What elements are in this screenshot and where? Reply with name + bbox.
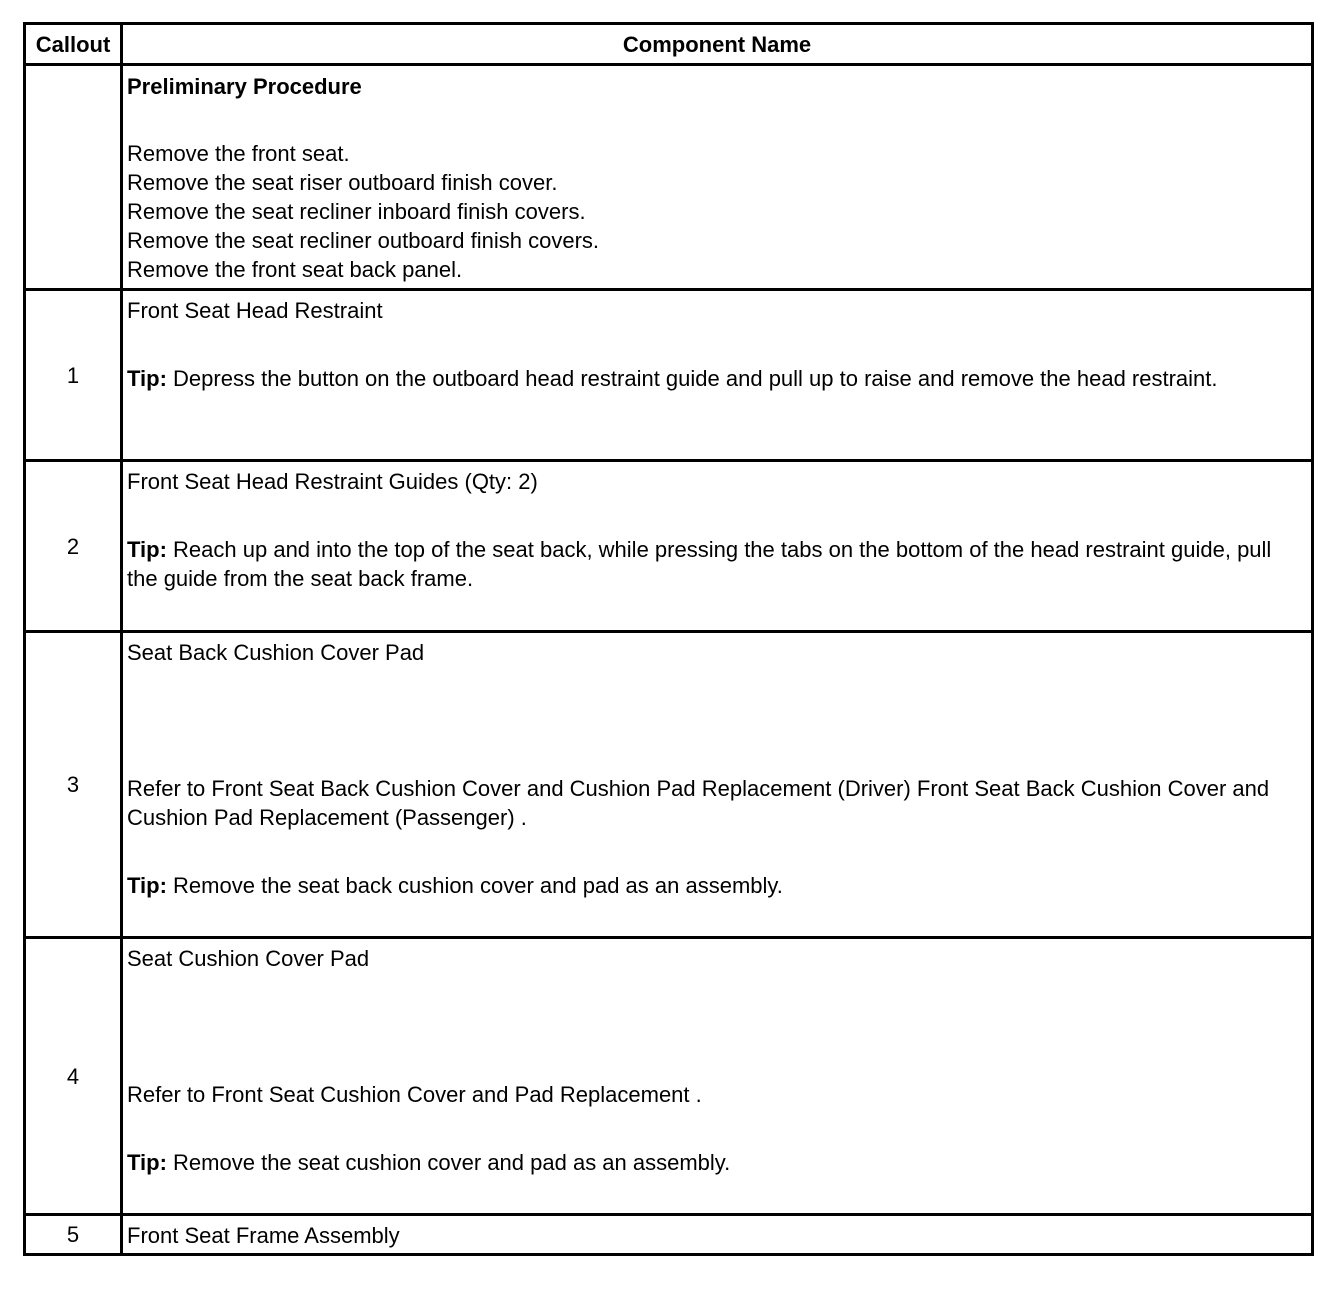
table-row — [25, 290, 1313, 461]
tip-label: Tip: — [127, 873, 167, 898]
table-row — [25, 938, 1313, 1215]
tip-label: Tip: — [127, 1150, 167, 1175]
tip-label: Tip: — [127, 366, 167, 391]
preliminary-step: Remove the front seat. — [127, 141, 350, 166]
preliminary-title: Preliminary Procedure — [127, 74, 362, 99]
header-row — [25, 24, 1313, 65]
tip-text — [127, 535, 1307, 593]
callout-number: 1 — [25, 290, 122, 461]
preliminary-step: Remove the seat riser outboard finish cover. — [127, 170, 558, 195]
component-name: Seat Back Cushion Cover Pad — [127, 640, 425, 665]
component-name: Seat Cushion Cover Pad — [127, 946, 370, 971]
component-cell — [122, 290, 1313, 461]
procedure-table — [23, 22, 1314, 1256]
callout-number: 4 — [25, 938, 122, 1215]
tip-body: Reach up and into the top of the seat back, while pressing the tabs on the bottom of the head restraint guide, pull the guide from the seat back frame. — [127, 537, 1272, 591]
component-name: Front Seat Frame Assembly — [127, 1223, 400, 1248]
preliminary-steps — [123, 139, 1311, 284]
component-cell — [122, 632, 1313, 938]
tip-label: Tip: — [127, 537, 167, 562]
tip-body: Depress the button on the outboard head restraint guide and pull up to raise and remove the head restraint. — [173, 366, 1218, 391]
tip-body: Remove the seat cushion cover and pad as an assembly. — [173, 1150, 731, 1175]
refer-text: Refer to Front Seat Back Cushion Cover and Cushion Pad Replacement (Driver) Front Seat Back Cushion Cover and Cushion Pad Replacement (Passenger) . — [127, 776, 1270, 830]
preliminary-cell — [122, 65, 1313, 290]
component-name: Front Seat Head Restraint Guides (Qty: 2) — [127, 469, 538, 494]
tip-text — [127, 871, 1307, 900]
callout-number: 2 — [25, 461, 122, 632]
table-row — [25, 1215, 1313, 1255]
refer-text: Refer to Front Seat Cushion Cover and Pad Replacement . — [127, 1082, 702, 1107]
table-row — [25, 461, 1313, 632]
table-row — [25, 632, 1313, 938]
preliminary-row — [25, 65, 1313, 290]
callout-number: 5 — [25, 1215, 122, 1255]
preliminary-step: Remove the seat recliner outboard finish covers. — [127, 228, 600, 253]
preliminary-step: Remove the seat recliner inboard finish covers. — [127, 199, 586, 224]
component-name-header: Component Name — [122, 24, 1313, 65]
component-name: Front Seat Head Restraint — [127, 298, 383, 323]
tip-text — [127, 364, 1307, 393]
component-cell — [122, 1215, 1313, 1255]
callout-number: 3 — [25, 632, 122, 938]
callout-header: Callout — [25, 24, 122, 65]
preliminary-step: Remove the front seat back panel. — [127, 257, 463, 282]
component-cell — [122, 461, 1313, 632]
component-cell — [122, 938, 1313, 1215]
tip-body: Remove the seat back cushion cover and pad as an assembly. — [173, 873, 783, 898]
tip-text — [127, 1148, 1307, 1177]
preliminary-callout-cell — [25, 65, 122, 290]
